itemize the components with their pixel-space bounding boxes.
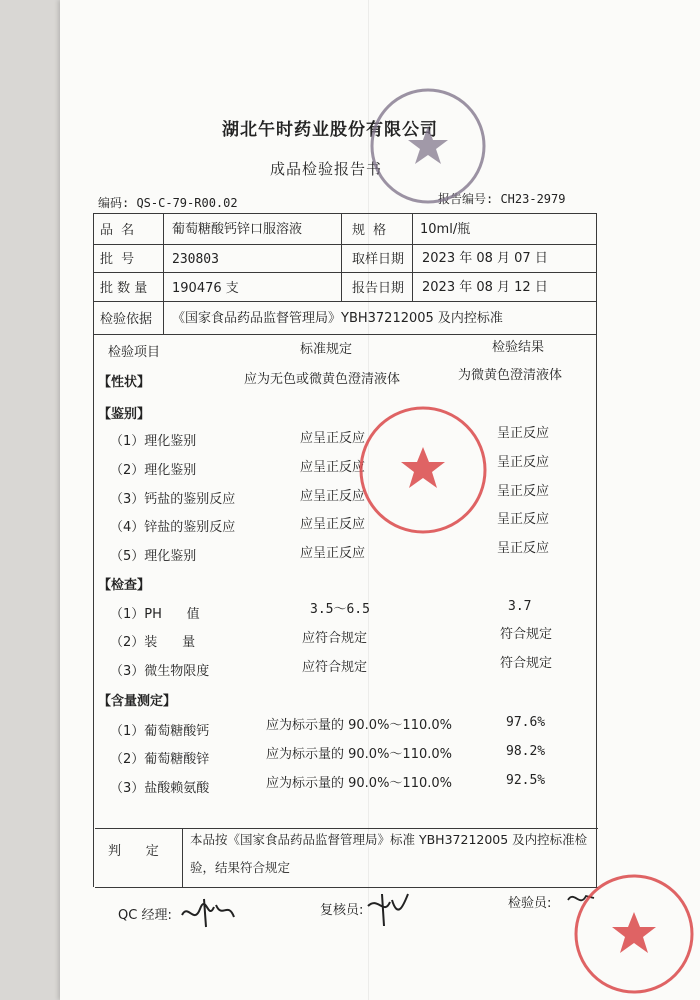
batch-label: 批 号 <box>100 252 137 267</box>
item-name: （5）理化鉴别 <box>110 549 197 564</box>
table-row-line <box>95 828 598 829</box>
item-name: （2）葡萄糖酸锌 <box>110 752 210 767</box>
result-value: 呈正反应 <box>497 426 550 441</box>
conclusion-label: 判 定 <box>108 844 159 859</box>
result-value: 呈正反应 <box>497 455 550 470</box>
product-value: 葡萄糖酸钙锌口服溶液 <box>172 222 303 237</box>
result-value: 符合规定 <box>500 627 553 642</box>
table-row-line <box>93 244 596 245</box>
report-date-label: 报告日期 <box>352 281 405 296</box>
result-value: 为微黄色澄清液体 <box>458 368 563 383</box>
document-code: 编码: QS-C-79-R00.02 <box>98 196 238 210</box>
spec-label: 规 格 <box>352 223 389 238</box>
table-right-border <box>596 213 597 887</box>
reviewer-signature <box>364 890 410 930</box>
item-name: （3）盐酸赖氨酸 <box>110 781 210 796</box>
result-value: 呈正反应 <box>497 512 550 527</box>
company-name: 湖北午时药业股份有限公司 <box>222 120 438 140</box>
item-name: （3）微生物限度 <box>110 664 210 679</box>
basis-value: 《国家食品药品监督管理局》YBH37212005 及内控标准 <box>172 311 503 326</box>
conclusion-line-2: 验，结果符合规定 <box>190 860 291 875</box>
standard-value: 应符合规定 <box>302 631 368 646</box>
table-bottom-border <box>95 887 598 888</box>
item-name: （2）装 量 <box>110 635 196 650</box>
result-value: 呈正反应 <box>497 541 550 556</box>
standard-value: 3.5～6.5 <box>310 602 370 617</box>
table-col-line <box>341 213 342 301</box>
standard-value: 应为标示量的 90.0%～110.0% <box>266 718 452 733</box>
qc-manager-label: QC 经理: <box>118 908 172 923</box>
result-value: 98.2% <box>506 744 546 759</box>
table-col-line <box>412 213 413 301</box>
section-title: 【检查】 <box>98 578 151 593</box>
sample-date-value: 2023 年 08 月 07 日 <box>422 251 548 266</box>
result-value: 呈正反应 <box>497 484 550 499</box>
report-title: 成品检验报告书 <box>270 160 383 178</box>
section-title: 【性状】 <box>98 375 151 390</box>
sample-date-label: 取样日期 <box>352 252 405 267</box>
standard-value: 应为标示量的 90.0%～110.0% <box>266 776 452 791</box>
report-number: 报告编号: CH23-2979 <box>438 192 566 206</box>
result-value: 3.7 <box>508 599 532 614</box>
table-row-line <box>93 301 596 302</box>
conclusion-line-1: 本品按《国家食品药品监督管理局》标准 YBH37212005 及内控标准检 <box>190 832 588 847</box>
table-row-line <box>93 334 596 335</box>
report-date-value: 2023 年 08 月 12 日 <box>422 280 548 295</box>
section-title: 【含量测定】 <box>98 694 177 709</box>
result-value: 符合规定 <box>500 656 553 671</box>
quantity-value: 190476 支 <box>172 281 239 296</box>
standard-value: 应为标示量的 90.0%～110.0% <box>266 747 452 762</box>
standard-value: 应呈正反应 <box>300 431 366 446</box>
column-item-header: 检验项目 <box>108 345 161 360</box>
standard-value: 应呈正反应 <box>300 546 366 561</box>
basis-label: 检验依据 <box>100 312 153 327</box>
result-value: 97.6% <box>506 715 546 730</box>
inspector-label: 检验员: <box>508 896 552 911</box>
table-row-line <box>93 272 596 273</box>
table-top-border <box>93 213 596 214</box>
batch-value: 230803 <box>172 252 219 267</box>
column-standard-header: 标准规定 <box>300 342 353 357</box>
table-col-line <box>163 213 164 334</box>
quality-seal-stamp <box>356 403 490 537</box>
section-title: 【鉴别】 <box>98 407 151 422</box>
product-label: 品 名 <box>100 223 137 238</box>
item-name: （1）理化鉴别 <box>110 434 197 449</box>
qc-manager-signature <box>178 895 238 931</box>
item-name: （1）葡萄糖酸钙 <box>110 724 210 739</box>
item-name: （3）钙盐的鉴别反应 <box>110 492 236 507</box>
supplier-seal-stamp <box>570 870 700 1000</box>
standard-value: 应为无色或微黄色澄清液体 <box>244 372 401 387</box>
item-name: （2）理化鉴别 <box>110 463 197 478</box>
table-left-border <box>93 213 94 887</box>
standard-value: 应呈正反应 <box>300 489 366 504</box>
column-result-header: 检验结果 <box>492 340 545 355</box>
standard-value: 应呈正反应 <box>300 517 366 532</box>
table-col-line <box>182 828 183 887</box>
spec-value: 10ml/瓶 <box>420 222 471 237</box>
item-name: （4）锌盐的鉴别反应 <box>110 520 236 535</box>
standard-value: 应呈正反应 <box>300 460 366 475</box>
item-name: （1）PH 值 <box>110 607 200 622</box>
reviewer-label: 复核员: <box>320 903 364 918</box>
result-value: 92.5% <box>506 773 546 788</box>
quantity-label: 批 数 量 <box>100 281 148 296</box>
inspection-seal-stamp <box>366 84 490 208</box>
standard-value: 应符合规定 <box>302 660 368 675</box>
